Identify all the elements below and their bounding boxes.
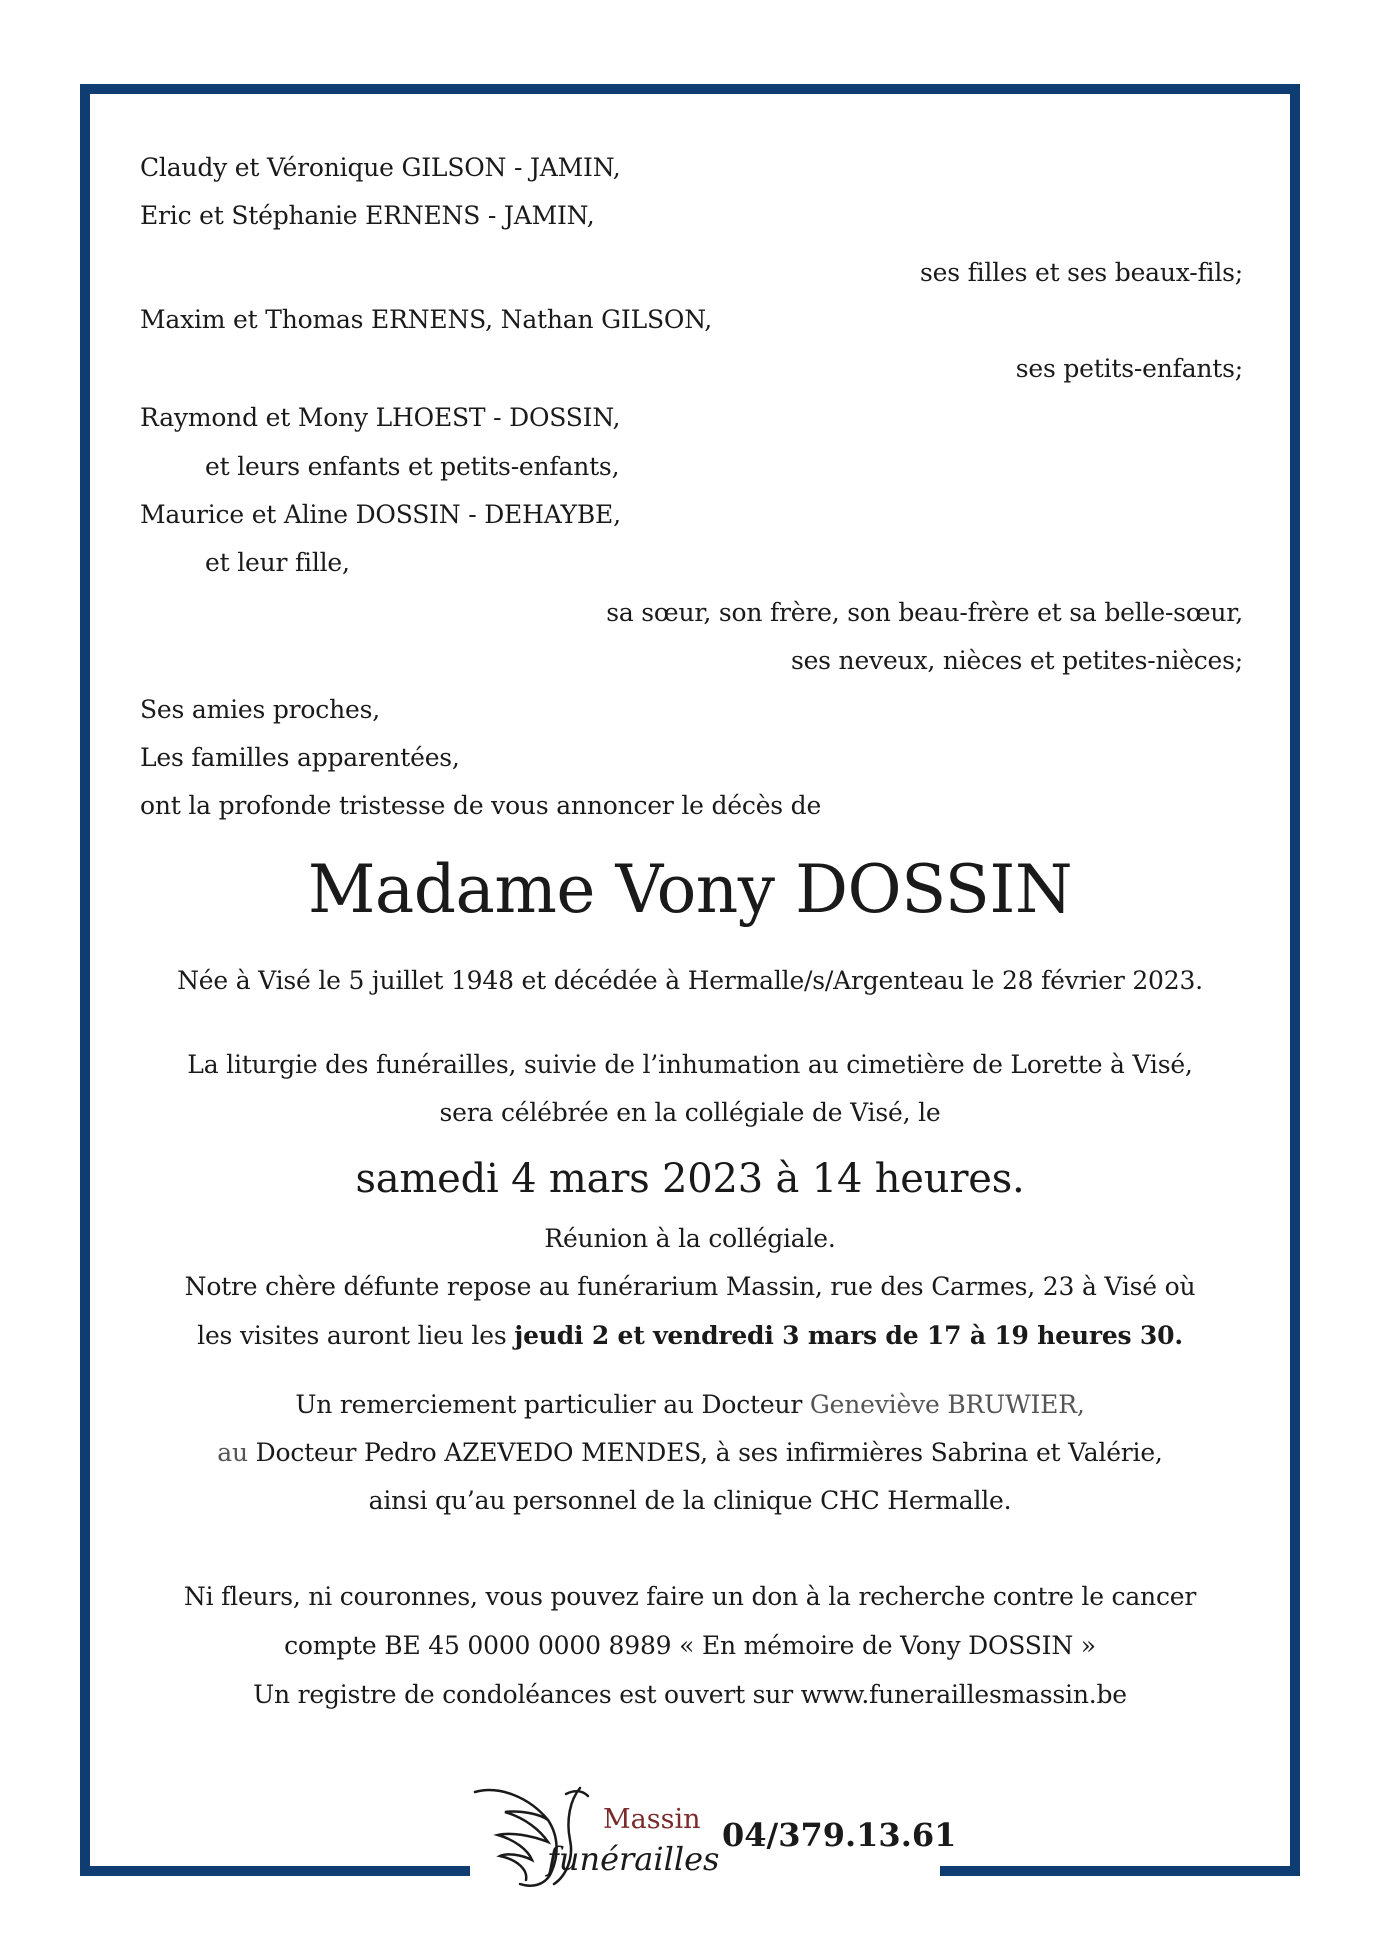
family-line-brother-daughter: et leur fille, bbox=[205, 548, 350, 577]
funeral-date: samedi 4 mars 2023 à 14 heures. bbox=[355, 1156, 1025, 1202]
donation-account: compte BE 45 0000 0000 8989 « En mémoire de Vony DOSSIN » bbox=[284, 1631, 1096, 1660]
visits-line bbox=[80, 1321, 1300, 1351]
family-line-brother: Maurice et Aline DOSSIN - DEHAYBE, bbox=[140, 500, 621, 529]
family-line-sister: Raymond et Mony LHOEST - DOSSIN, bbox=[140, 403, 621, 432]
birth-death-dates: Née à Visé le 5 juillet 1948 et décédée à Hermalle/s/Argenteau le 28 février 2023. bbox=[177, 966, 1203, 995]
condolences-line: Un registre de condoléances est ouvert sur www.funeraillesmassin.be bbox=[253, 1680, 1127, 1709]
phone-number: 04/379.13.61 bbox=[722, 1816, 957, 1854]
thanks-line-1 bbox=[80, 1390, 1300, 1420]
logo-funerailles-text: funérailles bbox=[547, 1840, 720, 1878]
donation-line-1: Ni fleurs, ni couronnes, vous pouvez faire un don à la recherche contre le cancer bbox=[183, 1582, 1197, 1611]
visits-text: les visites auront lieu les bbox=[197, 1321, 515, 1350]
ceremony-line-2: sera célébrée en la collégiale de Visé, le bbox=[439, 1098, 941, 1127]
thanks-au: au bbox=[217, 1438, 248, 1467]
visits-dates: jeudi 2 et vendredi 3 mars de 17 à 19 heures 30. bbox=[514, 1321, 1183, 1350]
thanks-line-2 bbox=[80, 1438, 1300, 1468]
family-line-relatives: Les familles apparentées, bbox=[140, 743, 460, 772]
family-line-friends: Ses amies proches, bbox=[140, 695, 380, 724]
thanks-doctor-name: Geneviève BRUWIER, bbox=[809, 1390, 1085, 1419]
logo-massin-text: Massin bbox=[603, 1804, 701, 1835]
thanks-text: Un remerciement particulier au Docteur bbox=[295, 1390, 810, 1419]
family-line-grandchildren: Maxim et Thomas ERNENS, Nathan GILSON, bbox=[140, 305, 713, 334]
thanks-doctor-nurses: Docteur Pedro AZEVEDO MENDES, à ses infirmières Sabrina et Valérie, bbox=[247, 1438, 1163, 1467]
family-relation-siblings: sa sœur, son frère, son beau-frère et sa belle-sœur, bbox=[606, 598, 1243, 627]
family-relation-grandchildren: ses petits-enfants; bbox=[1015, 354, 1243, 383]
family-relation-nephews: ses neveux, nièces et petites-nièces; bbox=[790, 646, 1243, 675]
deceased-name: Madame Vony DOSSIN bbox=[307, 851, 1073, 928]
announcement-line: ont la profonde tristesse de vous annoncer le décès de bbox=[140, 791, 822, 820]
family-line-2: Eric et Stéphanie ERNENS - JAMIN, bbox=[140, 201, 595, 230]
family-line-1: Claudy et Véronique GILSON - JAMIN, bbox=[140, 153, 621, 182]
ceremony-line-1: La liturgie des funérailles, suivie de l’inhumation au cimetière de Lorette à Visé, bbox=[187, 1050, 1193, 1079]
family-relation-daughters: ses filles et ses beaux-fils; bbox=[919, 258, 1243, 287]
funerarium-line: Notre chère défunte repose au funérarium Massin, rue des Carmes, 23 à Visé où bbox=[184, 1272, 1196, 1301]
meeting-line: Réunion à la collégiale. bbox=[544, 1224, 836, 1253]
thanks-line-3: ainsi qu’au personnel de la clinique CHC Hermalle. bbox=[368, 1486, 1012, 1515]
family-line-sister-children: et leurs enfants et petits-enfants, bbox=[205, 452, 620, 481]
